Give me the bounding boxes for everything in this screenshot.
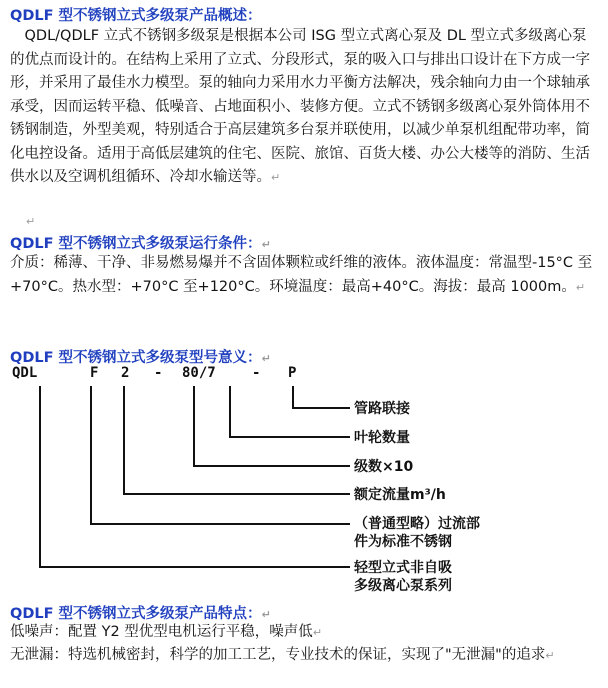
label-series-line2: 多级离心泵系列	[354, 578, 452, 594]
overview-title: QDLF 型不锈钢立式多级泵产品概述：	[10, 8, 262, 24]
overview-text: QDL/QDLF 立式不锈钢多级泵是根据本公司 ISG 型立式离心泵及 DL 型立式多级离心泵的优点而设计的。在结构上采用了立式、分段形式，泵的吸入口与排出口设计在下方成一字形，并采用了最佳水力模型。泵的轴向力采用水力平衡方法解决，残余轴向力由一个球轴承承受，因而运转平稳、低噪音、占地面积小、装修方便。立式不锈钢多级离心泵外筒体用不锈钢制造，外型美观，特别适合于高层建筑多台泵并联使用，以减少单泵机组配带功率，简化电控设备。适用于高低层建筑的住宅、医院、旅馆、百货大楼、办公大楼等的消防、生活供水以及空调机组循环、冷却水输送等。	[10, 28, 590, 185]
code-dash: -	[154, 365, 163, 381]
code-stages-impellers: 80/7	[182, 365, 216, 381]
feature-item	[10, 644, 600, 668]
feature-item-text: 低噪声：配置 Y2 型优型电机运行平稳，噪声低	[10, 624, 313, 640]
features-title	[10, 602, 271, 623]
code-material: F	[90, 365, 99, 381]
label-connection: 管路联接	[354, 401, 410, 417]
line-flow	[124, 386, 350, 494]
conditions-text: 介质：稀薄、干净、非易燃易爆并不含固体颗粒或纤维的液体。液体温度：常温型-15°C 至+70°C。热水型：+70°C 至+120°C。环境温度：最高+40°C。海拔：最高 1000m。	[10, 255, 593, 295]
feature-item-text: 无泄漏：特选机械密封，科学的加工工艺，专业技术的保证，实现了"无泄漏"的追求	[10, 647, 546, 663]
conditions-title-text: QDLF 型不锈钢立式多级泵运行条件：	[10, 236, 262, 252]
label-stages: 级数×10	[354, 459, 414, 475]
paragraph-mark-icon	[262, 608, 271, 621]
model-title-text: QDLF 型不锈钢立式多级泵型号意义：	[10, 350, 262, 366]
line-connection	[293, 386, 350, 408]
paragraph-mark-icon	[545, 649, 554, 662]
paragraph-mark-icon	[313, 626, 322, 639]
label-flow: 额定流量m³/h	[354, 487, 446, 503]
label-material-line1: （普通型略）过流部	[354, 516, 480, 532]
label-impellers: 叶轮数量	[354, 430, 410, 446]
line-material	[91, 386, 350, 524]
code-dash: -	[252, 365, 261, 381]
code-series: QDL	[12, 365, 38, 381]
code-flow: 2	[121, 365, 130, 381]
label-material-line2: 件为标准不锈钢	[354, 534, 452, 550]
code-connection: P	[288, 365, 297, 381]
features-title-text: QDLF 型不锈钢立式多级泵产品特点：	[10, 606, 262, 622]
feature-item	[10, 621, 600, 645]
line-impellers	[230, 386, 350, 437]
line-stages	[194, 386, 350, 466]
label-series-line1: 轻型立式非自吸	[354, 560, 452, 576]
